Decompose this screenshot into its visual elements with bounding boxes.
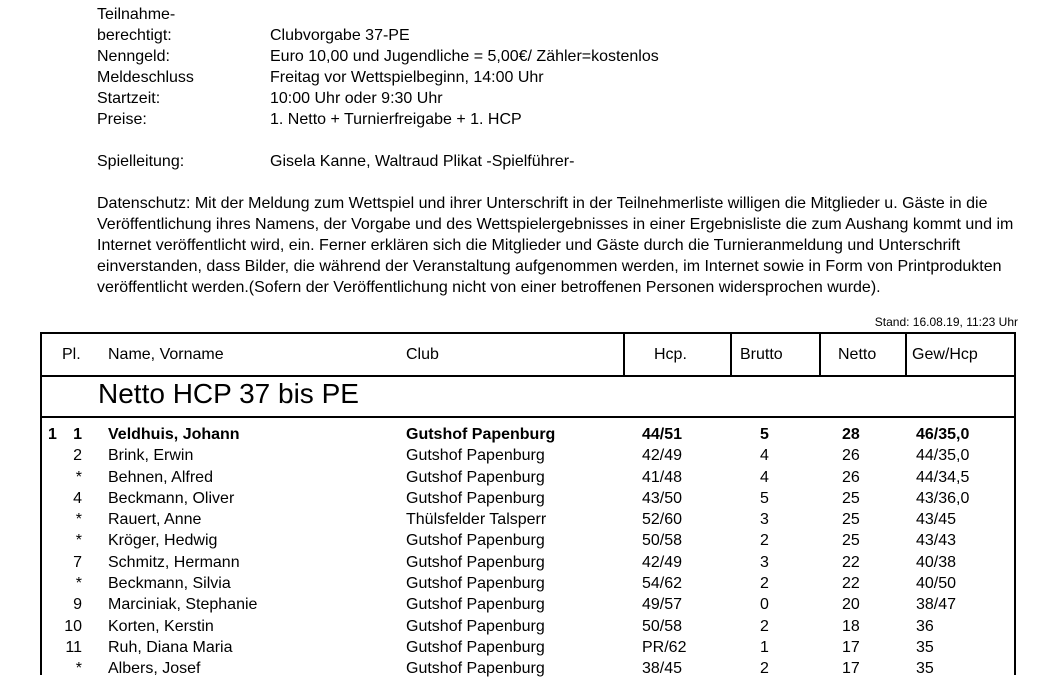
info-value: 1. Netto + Turnierfreigabe + 1. HCP (270, 111, 522, 128)
cell-brutto: 1 (760, 638, 769, 656)
cell-club: Gutshof Papenburg (406, 575, 545, 593)
info-label: berechtigt: (97, 27, 172, 44)
info-value: Euro 10,00 und Jugendliche = 5,00€/ Zähler=kostenlos (270, 48, 659, 65)
cell-name: Albers, Josef (108, 660, 201, 678)
cell-pl: 4 (73, 489, 82, 507)
header-name: Name, Vorname (108, 346, 224, 363)
column-divider (819, 334, 821, 377)
cell-netto: 26 (842, 447, 860, 465)
section-title: Netto HCP 37 bis PE (98, 378, 359, 409)
cell-name: Beckmann, Silvia (108, 575, 231, 593)
header-hcp: Hcp. (654, 346, 687, 363)
cell-hcp: 42/49 (642, 553, 683, 571)
cell-club: Gutshof Papenburg (406, 447, 545, 465)
cell-netto: 20 (842, 596, 860, 614)
cell-netto: 22 (842, 575, 860, 593)
cell-hcp: PR/62 (642, 638, 687, 656)
cell-gew: 44/34,5 (916, 468, 970, 486)
table-row (42, 575, 1014, 596)
info-label: Teilnahme- (97, 6, 176, 23)
cell-gew: 35 (916, 638, 934, 656)
table-row (42, 660, 1014, 681)
cell-name: Veldhuis, Johann (108, 426, 240, 443)
cell-netto: 17 (842, 660, 860, 678)
column-divider (623, 334, 625, 377)
cell-name: Marciniak, Stephanie (108, 596, 258, 614)
cell-brutto: 2 (760, 532, 769, 550)
cell-name: Rauert, Anne (108, 511, 202, 529)
header-brutto: Brutto (740, 346, 783, 363)
cell-brutto: 2 (760, 660, 769, 678)
table-row (42, 511, 1014, 532)
cell-name: Beckmann, Oliver (108, 489, 235, 507)
cell-netto: 17 (842, 638, 860, 656)
table-row (42, 618, 1014, 639)
cell-gew: 44/35,0 (916, 447, 970, 465)
cell-gew: 46/35,0 (916, 426, 970, 443)
cell-name: Ruh, Diana Maria (108, 638, 233, 656)
column-divider (730, 334, 732, 377)
stand-timestamp: Stand: 16.08.19, 11:23 Uhr (874, 315, 1018, 329)
cell-netto: 25 (842, 532, 860, 550)
cell-brutto: 5 (760, 426, 769, 443)
info-label: Meldeschluss (97, 69, 194, 86)
cell-gew: 43/36,0 (916, 489, 970, 507)
cell-hcp: 43/50 (642, 489, 683, 507)
cell-netto: 18 (842, 617, 860, 635)
cell-netto: 28 (842, 426, 860, 443)
table-row (42, 532, 1014, 553)
info-label: Spielleitung: (97, 153, 185, 170)
header-netto: Netto (838, 346, 877, 363)
cell-pl: * (75, 532, 82, 550)
cell-name: Brink, Erwin (108, 447, 194, 465)
info-value: Clubvorgabe 37-PE (270, 27, 410, 44)
cell-brutto: 4 (760, 447, 769, 465)
cell-brutto: 0 (760, 596, 769, 614)
cell-brutto: 5 (760, 489, 769, 507)
cell-club: Gutshof Papenburg (406, 660, 545, 678)
cell-brutto: 3 (760, 511, 769, 529)
cell-hcp: 44/51 (642, 426, 683, 443)
cell-hcp: 42/49 (642, 447, 683, 465)
column-divider (905, 334, 907, 377)
cell-pl: 1 (73, 426, 82, 443)
cell-club: Gutshof Papenburg (406, 617, 545, 635)
cell-hcp: 38/45 (642, 660, 683, 678)
cell-pl: 9 (73, 596, 82, 614)
cell-gew: 43/43 (916, 532, 957, 550)
cell-brutto: 4 (760, 468, 769, 486)
info-value: Freitag vor Wettspielbeginn, 14:00 Uhr (270, 69, 544, 86)
cell-club: Gutshof Papenburg (406, 532, 545, 550)
cell-pl: * (75, 511, 82, 529)
cell-hcp: 49/57 (642, 596, 683, 614)
cell-pl: 7 (73, 553, 82, 571)
cell-gew: 43/45 (916, 511, 957, 529)
table-header (42, 334, 1014, 377)
info-label: Preise: (97, 111, 147, 128)
cell-club: Gutshof Papenburg (406, 468, 545, 486)
table-row (42, 596, 1014, 617)
cell-club: Gutshof Papenburg (406, 489, 545, 507)
cell-pl: * (75, 575, 82, 593)
cell-gew: 38/47 (916, 596, 957, 614)
cell-hcp: 50/58 (642, 532, 683, 550)
cell-pl: 10 (64, 617, 82, 635)
table-row (42, 490, 1014, 511)
cell-club: Gutshof Papenburg (406, 553, 545, 571)
table-body (42, 426, 1014, 682)
cell-brutto: 3 (760, 553, 769, 571)
cell-name: Korten, Kerstin (108, 617, 214, 635)
cell-netto: 26 (842, 468, 860, 486)
table-row (42, 554, 1014, 575)
table-row (42, 447, 1014, 468)
info-label: Startzeit: (97, 90, 161, 107)
cell-hcp: 41/48 (642, 468, 683, 486)
results-table (40, 332, 1016, 678)
header-pl: Pl. (62, 346, 81, 363)
cell-netto: 25 (842, 511, 860, 529)
cell-hcp: 50/58 (642, 617, 683, 635)
datenschutz-text: Datenschutz: Mit der Meldung zum Wettspiel und ihrer Unterschrift in der Teilnehmerliste willigen die Mitglieder u. Gäste in die Veröffentlichung ihres Namens, der Vorgabe und des Wettspielergebnisses in einer Ergebnisliste die zum Aushang kommt und im Internet veröffentlicht wird, ein. Ferner erklären sich die Mitglieder und Gäste durch die Turnieranmeldung und Unterschrift einverstanden, dass Bilder, die während der Veranstaltung aufgenommen werden, im Internet sowie in Form von Printprodukten veröffentlicht werden.(Sofern der Veröffentlichung nicht von einer betroffenen Personen widersprochen wurde). (97, 195, 1014, 296)
info-value: Gisela Kanne, Waltraud Plikat -Spielführer- (270, 153, 575, 170)
cell-rank: 1 (48, 426, 57, 443)
cell-pl: * (75, 468, 82, 486)
cell-netto: 22 (842, 553, 860, 571)
cell-name: Kröger, Hedwig (108, 532, 218, 550)
cell-netto: 25 (842, 489, 860, 507)
cell-gew: 40/38 (916, 553, 957, 571)
table-row (42, 426, 1014, 447)
cell-hcp: 52/60 (642, 511, 683, 529)
cell-club: Thülsfelder Talsperr (406, 511, 547, 529)
cell-gew: 36 (916, 617, 934, 635)
cell-gew: 35 (916, 660, 934, 678)
cell-name: Behnen, Alfred (108, 468, 213, 486)
cell-club: Gutshof Papenburg (406, 426, 556, 443)
cell-pl: * (75, 660, 82, 678)
table-row (42, 469, 1014, 490)
cell-club: Gutshof Papenburg (406, 596, 545, 614)
cell-club: Gutshof Papenburg (406, 638, 545, 656)
header-club: Club (406, 346, 439, 363)
info-label: Nenngeld: (97, 48, 170, 65)
cell-brutto: 2 (760, 575, 769, 593)
cell-hcp: 54/62 (642, 575, 683, 593)
cell-brutto: 2 (760, 617, 769, 635)
cell-gew: 40/50 (916, 575, 957, 593)
info-value: 10:00 Uhr oder 9:30 Uhr (270, 90, 443, 107)
cell-name: Schmitz, Hermann (108, 553, 240, 571)
section-divider (42, 416, 1014, 418)
table-row (42, 639, 1014, 660)
header-gew: Gew/Hcp (912, 346, 978, 363)
cell-pl: 2 (73, 447, 82, 465)
cell-pl: 11 (65, 638, 82, 656)
